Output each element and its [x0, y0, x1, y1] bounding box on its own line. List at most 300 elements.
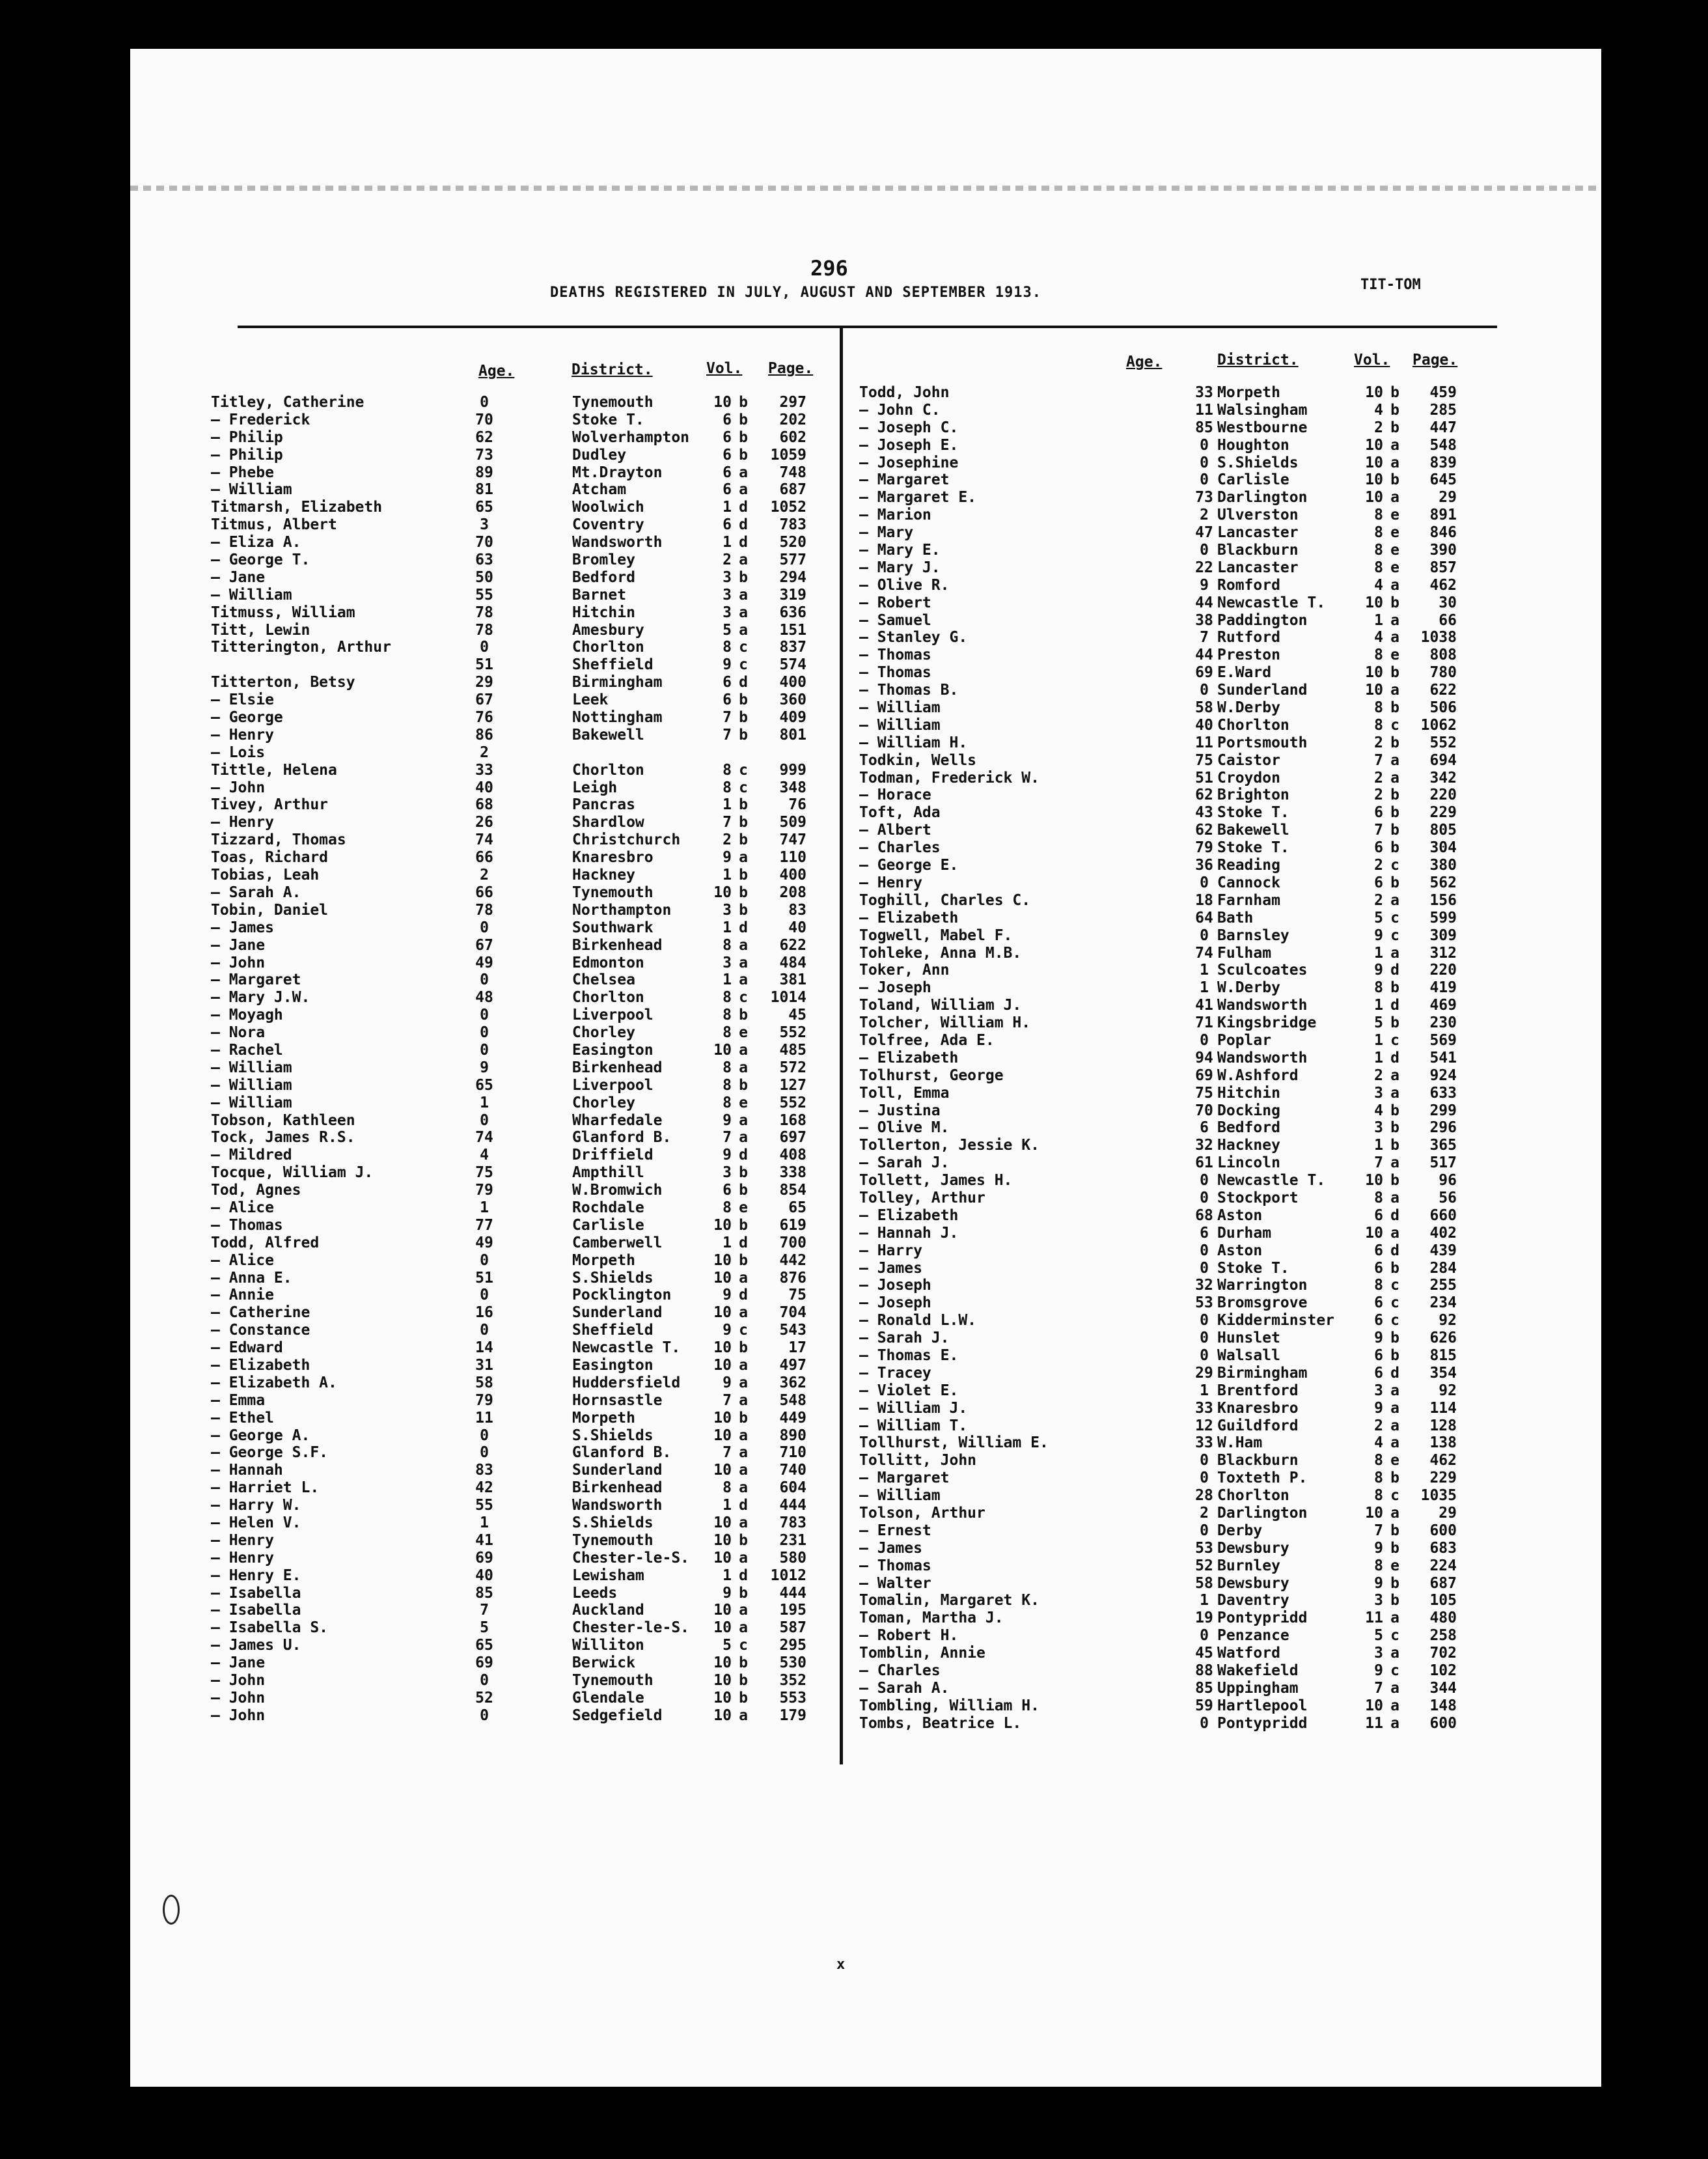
entry-district: Tynemouth: [572, 1531, 654, 1549]
entry-volume-letter: c: [739, 639, 748, 656]
entry-age: 70: [475, 411, 493, 428]
entry-age: 40: [475, 779, 493, 796]
entry-volume: 10: [713, 1356, 732, 1374]
entry-name: Tollerton, Jessie K.: [859, 1137, 1040, 1154]
entry-name: — Jane: [211, 936, 266, 954]
entry-volume-letter: a: [739, 1706, 748, 1724]
entry-district: Ulverston: [1217, 507, 1299, 524]
entry-volume: 4: [1374, 401, 1383, 419]
entry-page: 740: [779, 1462, 806, 1479]
entry-age: 0: [480, 1322, 489, 1339]
entry-volume-letter: e: [739, 1199, 748, 1216]
entry-name: — Constance: [211, 1322, 310, 1339]
entry-name: — Harriet L.: [211, 1479, 320, 1497]
register-entry: [211, 534, 823, 551]
entry-age: 69: [1195, 1066, 1213, 1084]
entry-name: Tombling, William H.: [859, 1697, 1040, 1714]
entry-volume: 8: [723, 779, 732, 796]
entry-age: 65: [475, 1076, 493, 1094]
register-entry: [859, 647, 1595, 664]
entry-district: Pontypridd: [1217, 1609, 1308, 1627]
entry-volume-letter: d: [739, 1567, 748, 1584]
register-entry: [211, 1199, 823, 1217]
register-entry: [859, 1680, 1595, 1697]
entry-page: 354: [1429, 1364, 1457, 1382]
entry-volume-letter: c: [1390, 1627, 1399, 1645]
register-entry: [859, 1294, 1595, 1312]
entry-volume: 10: [713, 1619, 732, 1637]
entry-name: — John: [211, 779, 266, 796]
entry-volume: 10: [713, 1269, 732, 1287]
entry-volume-letter: d: [739, 1147, 748, 1164]
entry-district: Christchurch: [572, 831, 681, 849]
entry-volume-letter: d: [1390, 1364, 1399, 1382]
entry-age: 0: [1200, 436, 1209, 454]
register-entry: [859, 892, 1595, 910]
entry-district: Lancaster: [1217, 559, 1299, 576]
entry-age: 0: [1200, 542, 1209, 559]
entry-volume-letter: a: [1390, 891, 1399, 909]
entry-district: Stoke T.: [1217, 804, 1289, 822]
entry-district: Toxteth P.: [1217, 1470, 1308, 1487]
entry-name: Titmarsh, Elizabeth: [211, 499, 383, 516]
entry-page: 780: [1429, 664, 1457, 682]
entry-volume: 6: [723, 446, 732, 464]
entry-volume: 10: [1365, 471, 1383, 489]
entry-volume: 6: [1374, 1294, 1383, 1312]
entry-name: — Margaret E.: [859, 489, 977, 507]
entry-name: — George T.: [211, 551, 310, 569]
entry-volume: 8: [1374, 524, 1383, 542]
register-entry: [859, 612, 1595, 630]
register-entry: [859, 1417, 1595, 1435]
register-entry: [211, 1322, 823, 1339]
register-entry: [859, 1662, 1595, 1680]
entry-name: Toman, Martha J.: [859, 1609, 1004, 1627]
right-header-district: District.: [1217, 352, 1299, 369]
entry-district: Barnet: [572, 586, 627, 604]
entry-district: Leeds: [572, 1584, 618, 1602]
entry-name: — Jane: [211, 568, 266, 586]
entry-page: 506: [1429, 699, 1457, 717]
register-entry: [211, 1514, 823, 1532]
entry-volume-letter: b: [1390, 419, 1399, 436]
entry-volume: 8: [723, 639, 732, 656]
entry-name: — Olive R.: [859, 576, 950, 594]
entry-volume-letter: a: [1390, 682, 1399, 699]
entry-volume-letter: b: [739, 709, 748, 727]
entry-page: 602: [779, 428, 806, 446]
register-entry: [859, 1050, 1595, 1067]
entry-volume: 10: [1365, 384, 1383, 401]
entry-volume-letter: a: [1390, 436, 1399, 454]
entry-district: Hornsastle: [572, 1391, 663, 1409]
entry-volume-letter: b: [739, 1672, 748, 1690]
entry-volume: 2: [1374, 787, 1383, 804]
entry-volume: 11: [1365, 1609, 1383, 1627]
entry-age: 7: [1200, 629, 1209, 647]
entry-page: 444: [779, 1497, 806, 1514]
register-entry: [859, 524, 1595, 542]
entry-district: Sheffield: [572, 1322, 654, 1339]
entry-page: 857: [1429, 559, 1457, 576]
entry-volume: 3: [1374, 1084, 1383, 1102]
entry-volume: 7: [723, 1444, 732, 1462]
entry-volume-letter: b: [739, 1584, 748, 1602]
entry-age: 68: [1195, 1206, 1213, 1224]
entry-page: 660: [1429, 1206, 1457, 1224]
entry-name: — Henry: [211, 814, 274, 831]
entry-volume: 8: [723, 1199, 732, 1216]
entry-district: Wharfedale: [572, 1111, 663, 1129]
entry-name: — Henry E.: [211, 1567, 301, 1584]
entry-name: — Rachel: [211, 1041, 283, 1059]
entry-age: 75: [1195, 751, 1213, 769]
entry-volume-letter: a: [1390, 1382, 1399, 1399]
entry-page: 1052: [770, 499, 806, 516]
entry-age: 69: [475, 1654, 493, 1672]
entry-age: 66: [475, 884, 493, 901]
entry-page: 255: [1429, 1277, 1457, 1294]
entry-district: Bromsgrove: [1217, 1294, 1308, 1312]
entry-page: 92: [1439, 1382, 1457, 1399]
entry-page: 509: [779, 814, 806, 831]
entry-volume-letter: a: [1390, 769, 1399, 787]
entry-page: 633: [1429, 1084, 1457, 1102]
entry-age: 44: [1195, 594, 1213, 611]
entry-district: Wandsworth: [1217, 997, 1308, 1014]
entry-volume: 5: [1374, 1014, 1383, 1032]
entry-volume: 6: [723, 516, 732, 534]
entry-district: Bedford: [1217, 1119, 1280, 1137]
entry-volume: 5: [723, 1637, 732, 1654]
entry-district: Birkenhead: [572, 1059, 663, 1076]
entry-age: 1: [480, 1514, 489, 1531]
entry-volume-letter: b: [1390, 1346, 1399, 1364]
entry-volume: 7: [723, 1129, 732, 1147]
entry-name: — Philip: [211, 428, 283, 446]
register-entry: [211, 989, 823, 1007]
entry-volume-letter: c: [739, 1637, 748, 1654]
entry-page: 924: [1429, 1066, 1457, 1084]
entry-age: 0: [1200, 926, 1209, 944]
entry-page: 626: [1429, 1330, 1457, 1347]
entry-district: Cannock: [1217, 874, 1280, 891]
entry-name: Tollitt, John: [859, 1452, 977, 1470]
entry-volume-letter: a: [1390, 1505, 1399, 1522]
entry-volume: 8: [1374, 1470, 1383, 1487]
entry-volume: 9: [1374, 1399, 1383, 1417]
entry-page: 622: [779, 936, 806, 954]
entry-page: 220: [1429, 787, 1457, 804]
entry-age: 1: [480, 1199, 489, 1216]
entry-district: Sheffield: [572, 656, 654, 674]
register-entry: [859, 962, 1595, 979]
entry-page: 645: [1429, 471, 1457, 489]
entry-name: — Mary J.W.: [211, 989, 310, 1007]
entry-name: Toland, William J.: [859, 997, 1022, 1014]
entry-volume: 6: [723, 1182, 732, 1199]
entry-district: Burnley: [1217, 1557, 1280, 1574]
entry-page: 258: [1429, 1627, 1457, 1645]
entry-name: Tocque, William J.: [211, 1164, 374, 1182]
entry-age: 49: [475, 1234, 493, 1251]
entry-page: 801: [779, 726, 806, 744]
register-entry: [211, 429, 823, 447]
entry-page: 285: [1429, 401, 1457, 419]
entry-volume-letter: a: [739, 1444, 748, 1462]
entry-age: 0: [1200, 1627, 1209, 1645]
entry-volume: 9: [723, 656, 732, 674]
entry-volume: 10: [713, 1462, 732, 1479]
entry-age: 53: [1195, 1294, 1213, 1312]
entry-volume-letter: b: [1390, 822, 1399, 839]
entry-age: 41: [475, 1531, 493, 1549]
entry-volume-letter: a: [1390, 1399, 1399, 1417]
entry-volume: 10: [713, 1654, 732, 1672]
entry-page: 543: [779, 1322, 806, 1339]
entry-volume: 10: [713, 1672, 732, 1690]
entry-name: — William: [211, 481, 292, 499]
entry-volume: 6: [723, 481, 732, 499]
entry-district: Leigh: [572, 779, 618, 796]
entry-volume: 6: [723, 691, 732, 709]
entry-page: 694: [1429, 751, 1457, 769]
entry-district: Atcham: [572, 481, 627, 499]
entry-page: 459: [1429, 384, 1457, 401]
entry-volume-letter: d: [739, 1234, 748, 1251]
entry-volume-letter: c: [739, 656, 748, 674]
entry-volume: 6: [1374, 1364, 1383, 1382]
entry-district: Warrington: [1217, 1277, 1308, 1294]
entry-volume: 1: [723, 796, 732, 814]
right-header-page: Page.: [1412, 352, 1458, 369]
entry-volume-letter: a: [1390, 1084, 1399, 1102]
register-entry: [859, 1434, 1595, 1452]
entry-name: Toker, Ann: [859, 962, 950, 979]
entry-name: — Moyagh: [211, 1007, 283, 1024]
entry-volume-letter: a: [739, 1602, 748, 1619]
entry-name: — George S.F.: [211, 1444, 329, 1462]
left-entries: [211, 394, 823, 1725]
entry-volume-letter: b: [739, 1689, 748, 1706]
entry-volume: 6: [723, 411, 732, 428]
entry-district: Dewsbury: [1217, 1539, 1289, 1557]
entry-age: 0: [1200, 874, 1209, 891]
entry-volume: 10: [713, 1514, 732, 1531]
entry-page: 362: [779, 1374, 806, 1391]
entry-age: 1: [1200, 979, 1209, 997]
entry-district: Lancaster: [1217, 524, 1299, 542]
entry-volume-letter: a: [1390, 1645, 1399, 1662]
entry-volume-letter: b: [1390, 384, 1399, 401]
entry-age: 0: [1200, 1330, 1209, 1347]
entry-volume: 3: [1374, 1592, 1383, 1609]
entry-volume: 6: [723, 464, 732, 481]
entry-name: — Emma: [211, 1391, 266, 1409]
entry-page: 229: [1429, 804, 1457, 822]
register-entry: [859, 1400, 1595, 1417]
entry-age: 11: [1195, 401, 1213, 419]
entry-name: Tizzard, Thomas: [211, 831, 346, 849]
entry-volume-letter: b: [739, 1164, 748, 1182]
entry-volume-letter: e: [1390, 1452, 1399, 1470]
register-entry: [211, 762, 823, 779]
entry-name: Todd, John: [859, 384, 950, 401]
entry-volume: 8: [1374, 1189, 1383, 1206]
entry-volume-letter: b: [739, 1076, 748, 1094]
entry-age: 2: [1200, 1505, 1209, 1522]
entry-name: — Mary E.: [859, 542, 941, 559]
entry-name: — William: [859, 716, 941, 734]
entry-page: 105: [1429, 1592, 1457, 1609]
entry-name: — Elizabeth: [859, 1049, 959, 1066]
entry-volume: 10: [713, 1427, 732, 1444]
entry-page: 600: [1429, 1714, 1457, 1732]
entry-district: Pancras: [572, 796, 635, 814]
entry-volume: 10: [1365, 436, 1383, 454]
register-entry: [211, 867, 823, 884]
entry-name: — Olive M.: [859, 1119, 950, 1137]
entry-age: 41: [1195, 997, 1213, 1014]
entry-district: Driffield: [572, 1147, 654, 1164]
entry-volume-letter: a: [739, 621, 748, 639]
entry-district: Bath: [1217, 909, 1254, 926]
entry-volume: 8: [1374, 979, 1383, 997]
entry-page: 195: [779, 1602, 806, 1619]
entry-volume-letter: b: [739, 867, 748, 884]
entry-volume: 6: [1374, 1259, 1383, 1277]
entry-volume-letter: c: [739, 779, 748, 796]
entry-name: — George A.: [211, 1427, 310, 1444]
entry-volume-letter: a: [739, 971, 748, 989]
entry-district: Easington: [572, 1356, 654, 1374]
entry-name: — Margaret: [859, 1470, 950, 1487]
entry-age: 69: [475, 1549, 493, 1567]
register-entry: [211, 1427, 823, 1445]
entry-age: 45: [1195, 1645, 1213, 1662]
entry-name: — Mary J.: [859, 559, 941, 576]
entry-district: Stockport: [1217, 1189, 1299, 1206]
entry-volume-letter: c: [739, 989, 748, 1007]
register-entry: [211, 1112, 823, 1130]
entry-district: Houghton: [1217, 436, 1289, 454]
entry-name: — Mary: [859, 524, 914, 542]
entry-page: 636: [779, 604, 806, 621]
entry-volume-letter: b: [1390, 471, 1399, 489]
entry-volume: 6: [723, 674, 732, 691]
entry-age: 0: [1200, 454, 1209, 471]
register-entry: [859, 787, 1595, 804]
entry-age: 36: [1195, 857, 1213, 874]
entry-name: — Philip: [211, 446, 283, 464]
entry-volume-letter: b: [739, 1251, 748, 1269]
entry-page: 747: [779, 831, 806, 849]
entry-volume: 6: [1374, 804, 1383, 822]
register-entry: [859, 1312, 1595, 1330]
entry-name: Tomalin, Margaret K.: [859, 1592, 1040, 1609]
entry-volume-letter: b: [1390, 1574, 1399, 1592]
entry-district: Bromley: [572, 551, 635, 569]
register-entry: [211, 1479, 823, 1497]
entry-district: Walsingham: [1217, 401, 1308, 419]
entry-name: — Josephine: [859, 454, 959, 471]
entry-volume-letter: e: [1390, 542, 1399, 559]
entry-district: Lewisham: [572, 1567, 644, 1584]
register-entry: [859, 419, 1595, 437]
entry-age: 63: [475, 551, 493, 569]
entry-page: 846: [1429, 524, 1457, 542]
register-entry: [859, 945, 1595, 962]
entry-district: Chorley: [572, 1024, 635, 1042]
entry-name: — Nora: [211, 1024, 266, 1042]
entry-district: Wandsworth: [572, 1497, 663, 1514]
entry-name: — Catherine: [211, 1304, 310, 1322]
entry-age: 29: [1195, 1364, 1213, 1382]
register-entry: [859, 1365, 1595, 1382]
entry-age: 0: [480, 1007, 489, 1024]
entry-age: 3: [480, 516, 489, 534]
entry-page: 110: [779, 849, 806, 867]
entry-district: Derby: [1217, 1522, 1263, 1539]
entry-name: Tock, James R.S.: [211, 1129, 355, 1147]
entry-page: 702: [1429, 1645, 1457, 1662]
register-entry: [859, 874, 1595, 892]
entry-age: 79: [1195, 839, 1213, 857]
register-entry: [211, 1094, 823, 1112]
register-entry: [859, 507, 1595, 524]
entry-name: Toll, Emma: [859, 1084, 950, 1102]
entry-name: — Anna E.: [211, 1269, 292, 1287]
entry-district: Chelsea: [572, 971, 635, 989]
entry-age: 40: [1195, 716, 1213, 734]
right-header-age: Age.: [1126, 354, 1163, 370]
entry-name: — Edward: [211, 1339, 283, 1357]
entry-volume-letter: d: [739, 499, 748, 516]
entry-page: 577: [779, 551, 806, 569]
register-entry: [859, 717, 1595, 734]
entry-page: 381: [779, 971, 806, 989]
entry-district: Walsall: [1217, 1346, 1280, 1364]
entry-volume-letter: b: [1390, 1014, 1399, 1032]
entry-page: 1012: [770, 1567, 806, 1584]
entry-name: — Phebe: [211, 464, 274, 481]
entry-name: — William: [211, 1076, 292, 1094]
entry-district: Caistor: [1217, 751, 1280, 769]
entry-volume-letter: b: [1390, 839, 1399, 857]
entry-name: — Alice: [211, 1199, 274, 1216]
entry-page: 574: [779, 656, 806, 674]
register-entry: [211, 1059, 823, 1077]
entry-district: Chester-le-S.: [572, 1619, 690, 1637]
register-entry: [859, 1452, 1595, 1470]
entry-age: 28: [1195, 1487, 1213, 1505]
register-entry: [211, 971, 823, 989]
entry-district: Shardlow: [572, 814, 644, 831]
register-entry: [859, 1102, 1595, 1120]
entry-volume: 3: [723, 901, 732, 919]
entry-district: Carlisle: [572, 1216, 644, 1234]
entry-volume: 10: [1365, 454, 1383, 471]
register-entry: [211, 1007, 823, 1024]
entry-district: Ampthill: [572, 1164, 644, 1182]
entry-volume-letter: a: [739, 481, 748, 499]
entry-volume-letter: c: [1390, 1031, 1399, 1049]
entry-name: — Thomas: [859, 647, 931, 664]
register-entry: [859, 1575, 1595, 1593]
register-entry: [211, 1217, 823, 1234]
entry-district: Nottingham: [572, 709, 663, 727]
